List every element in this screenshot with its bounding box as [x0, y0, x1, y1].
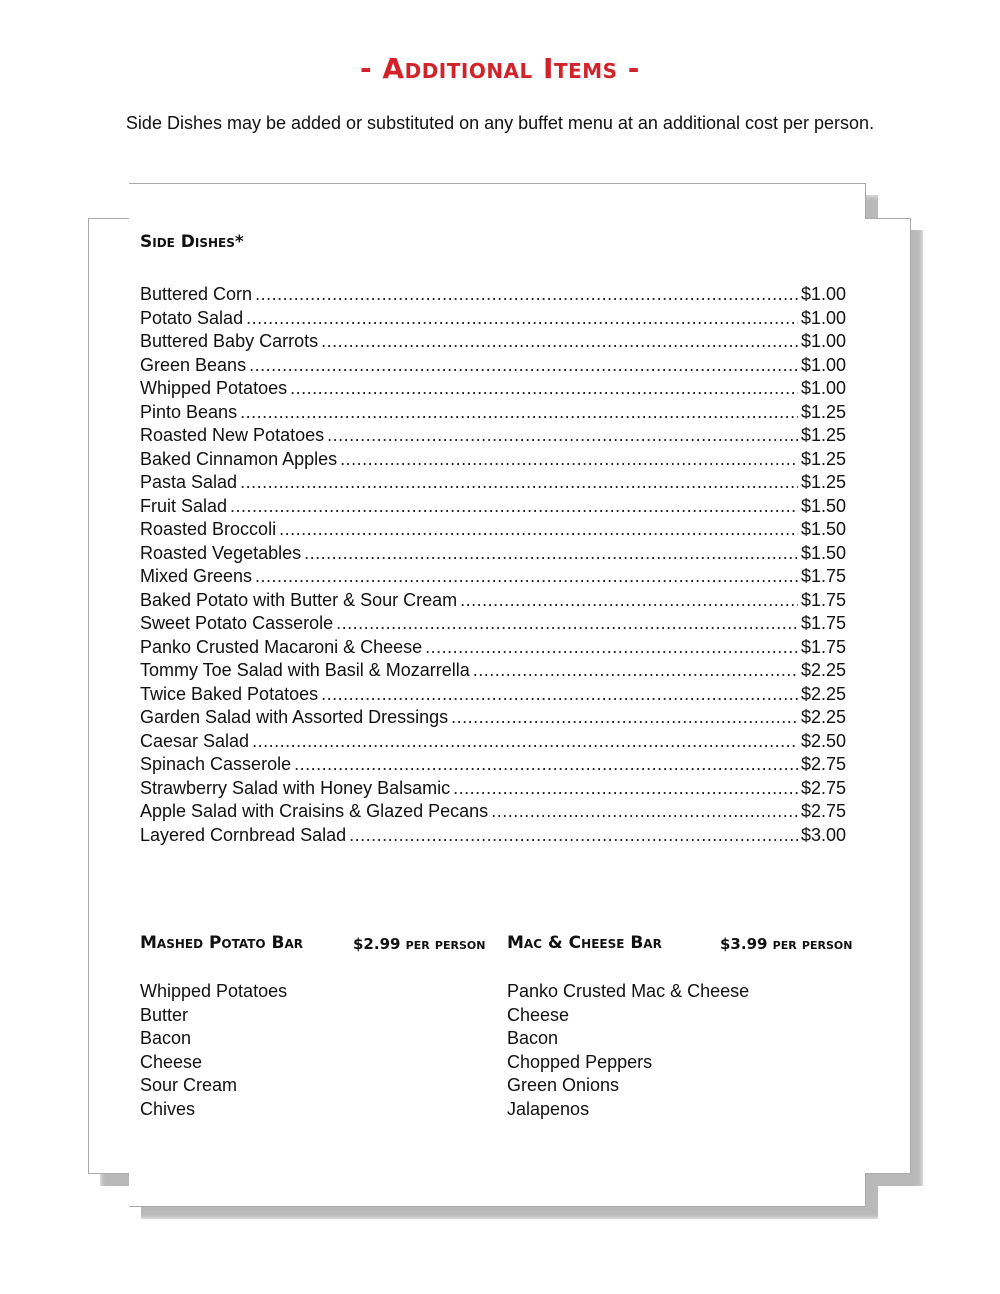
item-name: Sweet Potato Casserole — [140, 613, 334, 633]
list-item — [140, 565, 846, 589]
item-price: $3.00 — [800, 824, 846, 845]
item-name: Tommy Toe Salad with Basil & Mozarrella — [140, 660, 470, 680]
list-item — [140, 518, 846, 542]
item-price: $2.25 — [800, 683, 846, 704]
item-name: Roasted Broccoli — [140, 519, 277, 539]
list-item — [140, 683, 846, 707]
side-dishes-list — [140, 283, 846, 847]
list-item — [140, 448, 846, 472]
item-price: $1.00 — [800, 354, 846, 375]
item-name: Pasta Salad — [140, 472, 238, 492]
item-name: Roasted Vegetables — [140, 542, 302, 563]
list-item: Chives — [140, 1098, 196, 1119]
dot-leader — [255, 565, 798, 589]
dot-leader — [279, 518, 798, 542]
item-price: $1.75 — [800, 566, 846, 586]
item-price: $1.00 — [800, 378, 846, 398]
mac-cheese-bar-list — [507, 980, 749, 1121]
item-name: Fruit Salad — [140, 495, 228, 516]
item-price: $1.50 — [800, 519, 846, 539]
item-name: Twice Baked Potatoes — [140, 683, 319, 704]
mashed-potato-bar-price: $2.99 per person — [353, 935, 486, 953]
list-item — [140, 636, 846, 660]
list-item: Green Onions — [507, 1075, 620, 1095]
list-item — [140, 730, 846, 754]
dot-leader — [294, 753, 798, 777]
list-item: Sour Cream — [140, 1075, 238, 1095]
dot-leader — [336, 612, 798, 636]
item-name: Spinach Casserole — [140, 754, 292, 774]
list-item — [140, 659, 846, 683]
dot-leader — [240, 471, 798, 495]
item-price: $1.75 — [800, 589, 846, 610]
dot-leader — [246, 307, 798, 331]
item-price: $1.75 — [800, 613, 846, 633]
dot-leader — [327, 424, 798, 448]
item-price: $2.25 — [800, 707, 846, 727]
dot-leader — [255, 283, 798, 307]
dot-leader — [304, 542, 798, 566]
item-price: $2.75 — [800, 754, 846, 774]
item-name: Baked Cinnamon Apples — [140, 448, 338, 469]
list-item — [140, 401, 846, 425]
list-item — [140, 354, 846, 378]
item-name: Panko Crusted Macaroni & Cheese — [140, 636, 423, 657]
dot-leader — [290, 377, 798, 401]
dot-leader — [252, 730, 798, 754]
list-item — [140, 542, 846, 566]
dot-leader — [349, 824, 798, 848]
dot-leader — [249, 354, 798, 378]
item-price: $1.25 — [800, 425, 846, 445]
item-name: Baked Potato with Butter & Sour Cream — [140, 589, 458, 610]
dot-leader — [460, 589, 798, 613]
page-title: - Additional Items - — [360, 52, 640, 85]
item-name: Buttered Baby Carrots — [140, 331, 319, 351]
list-item — [140, 612, 846, 636]
list-item — [140, 706, 846, 730]
dot-leader — [425, 636, 798, 660]
item-price: $1.25 — [800, 448, 846, 469]
item-price: $1.00 — [800, 284, 846, 304]
list-item: Bacon — [140, 1028, 192, 1048]
item-price: $2.25 — [800, 660, 846, 680]
item-name: Whipped Potatoes — [140, 378, 288, 398]
item-price: $2.75 — [800, 801, 846, 821]
mac-cheese-bar-heading: Mac & Cheese Bar — [507, 933, 662, 953]
item-price: $1.25 — [800, 472, 846, 492]
item-name: Green Beans — [140, 354, 247, 375]
dot-leader — [451, 706, 798, 730]
item-name: Pinto Beans — [140, 401, 238, 422]
list-item: Cheese — [140, 1051, 203, 1072]
list-item — [140, 471, 846, 495]
item-price: $2.75 — [800, 777, 846, 798]
dot-leader — [321, 683, 798, 707]
item-price: $1.75 — [800, 636, 846, 657]
item-name: Caesar Salad — [140, 730, 250, 751]
dot-leader — [473, 659, 798, 683]
list-item: Jalapenos — [507, 1098, 590, 1119]
item-price: $1.00 — [800, 307, 846, 328]
item-price: $1.50 — [800, 542, 846, 563]
item-name: Roasted New Potatoes — [140, 425, 325, 445]
item-price: $2.50 — [800, 730, 846, 751]
list-item — [140, 589, 846, 613]
list-item — [140, 424, 846, 448]
list-item: Panko Crusted Mac & Cheese — [507, 981, 750, 1001]
dot-leader — [453, 777, 798, 801]
item-name: Layered Cornbread Salad — [140, 824, 347, 845]
item-name: Apple Salad with Craisins & Glazed Pecans — [140, 801, 489, 821]
item-price: $1.50 — [800, 495, 846, 516]
item-name: Garden Salad with Assorted Dressings — [140, 707, 449, 727]
item-name: Strawberry Salad with Honey Balsamic — [140, 777, 451, 798]
item-price: $1.00 — [800, 331, 846, 351]
item-name: Potato Salad — [140, 307, 244, 328]
item-name: Mixed Greens — [140, 566, 253, 586]
list-item — [140, 307, 846, 331]
list-item: Whipped Potatoes — [140, 981, 288, 1001]
dot-leader — [491, 800, 798, 824]
item-price: $1.25 — [800, 401, 846, 422]
mashed-potato-bar-heading: Mashed Potato Bar — [140, 933, 304, 953]
mashed-potato-bar-list — [140, 980, 287, 1121]
item-name: Buttered Corn — [140, 284, 253, 304]
dot-leader — [340, 448, 798, 472]
list-item — [140, 777, 846, 801]
list-item — [140, 283, 846, 307]
dot-leader — [321, 330, 798, 354]
list-item: Bacon — [507, 1028, 559, 1048]
dot-leader — [240, 401, 798, 425]
list-item — [140, 753, 846, 777]
list-item — [140, 330, 846, 354]
intro-text: Side Dishes may be added or substituted on any buffet menu at an additional cost per person. — [125, 113, 875, 133]
dot-leader — [230, 495, 798, 519]
list-item: Cheese — [507, 1004, 570, 1025]
list-item — [140, 824, 846, 848]
mac-cheese-bar-price: $3.99 per person — [720, 935, 853, 953]
list-item — [140, 377, 846, 401]
list-item: Butter — [140, 1004, 189, 1025]
list-item — [140, 800, 846, 824]
side-dishes-heading: Side Dishes* — [140, 232, 244, 252]
list-item — [140, 495, 846, 519]
list-item: Chopped Peppers — [507, 1051, 653, 1072]
